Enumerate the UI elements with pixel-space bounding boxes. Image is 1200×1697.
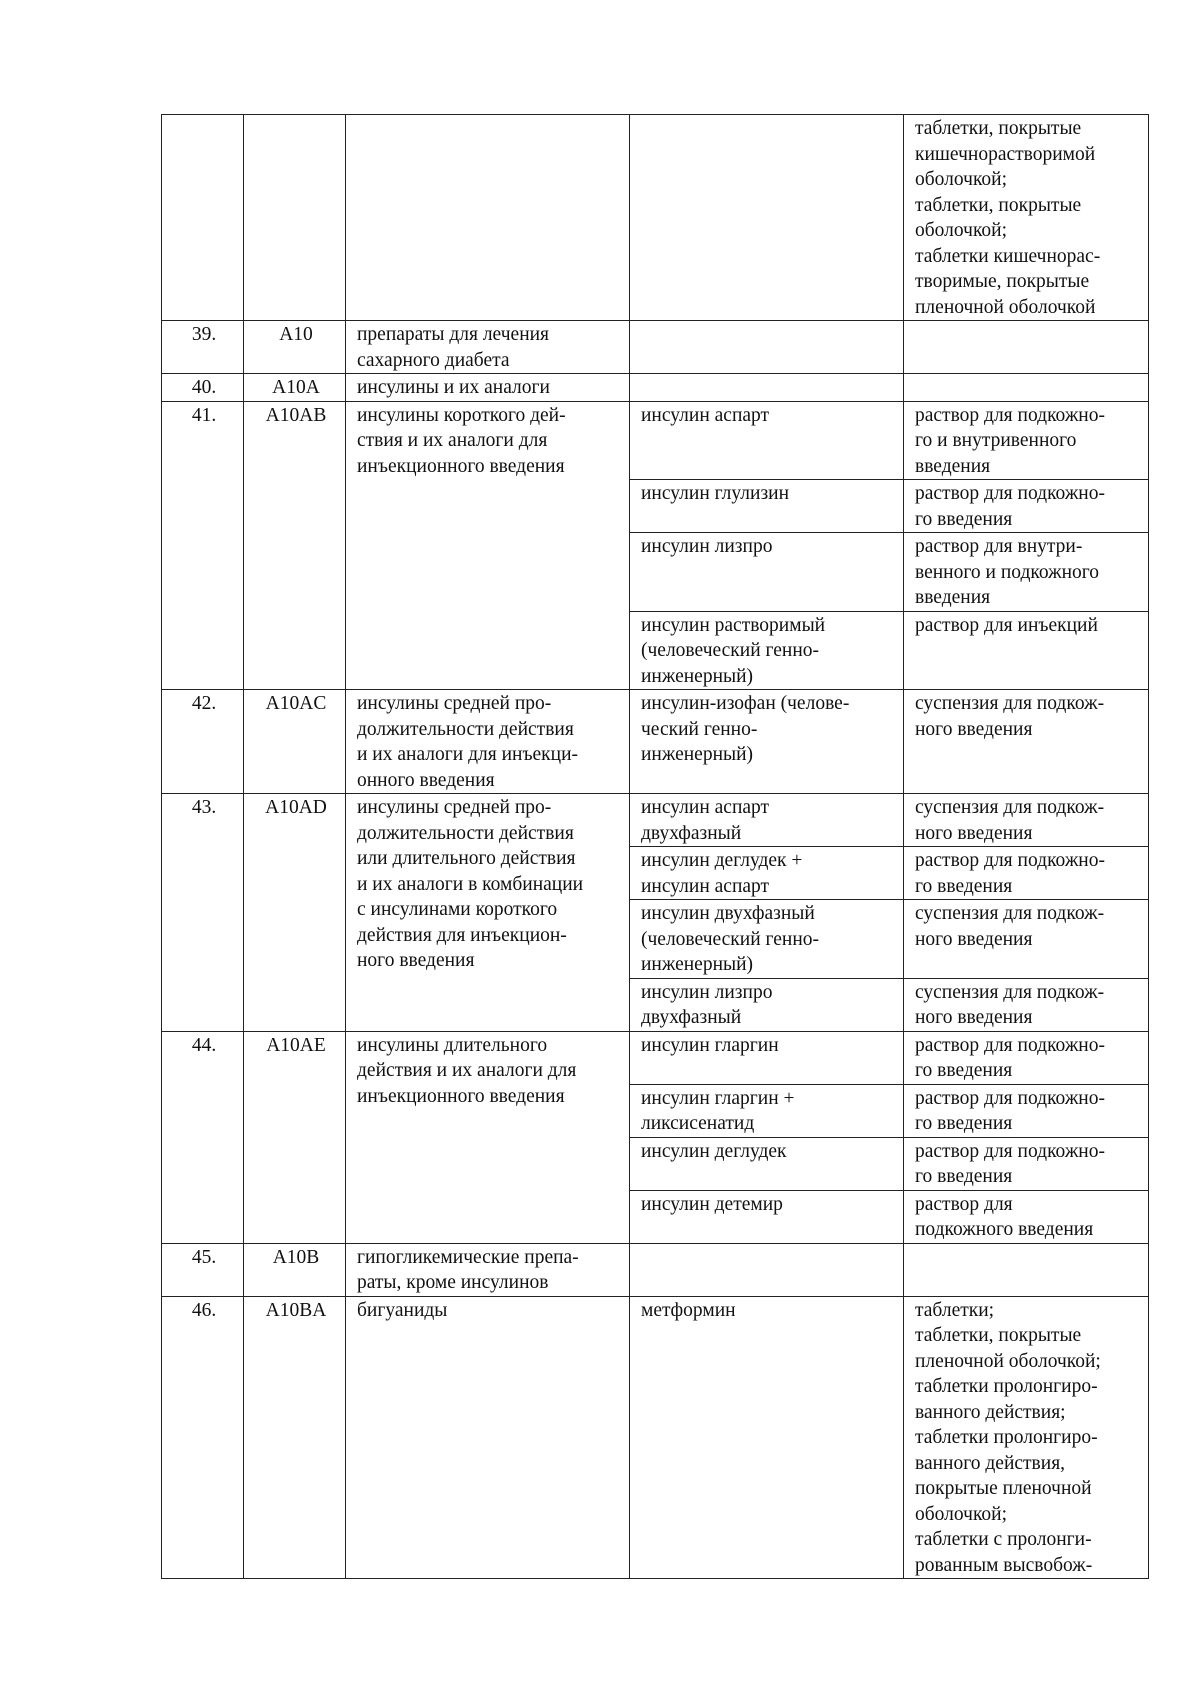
text-line: раствор для [915, 1193, 1013, 1215]
drug-name [630, 401, 904, 480]
row-number: 39. [162, 321, 244, 374]
text-line: ческий генно- [641, 718, 758, 740]
text-line: ного введения [357, 950, 475, 971]
dosage-form [904, 847, 1149, 900]
atc-code: A10B [244, 1243, 346, 1296]
text-line: инсулины короткого дей- [357, 404, 566, 426]
text-line: двухфазный [641, 822, 742, 844]
drug-name [630, 978, 904, 1031]
text-line: ванного действия; [915, 1401, 1066, 1423]
text-line: двухфазный [641, 1007, 742, 1028]
dosage-form [904, 374, 1149, 402]
text-line: действия для инъекцион- [357, 924, 567, 946]
row-number [162, 115, 244, 321]
dosage-form [904, 690, 1149, 794]
atc-code: A10BA [244, 1296, 346, 1579]
dosage-form [904, 794, 1149, 847]
drug-name [630, 1190, 904, 1243]
text-line: таблетки пролонгиро- [915, 1427, 1098, 1448]
dosage-form [904, 1084, 1149, 1137]
row-number: 40. [162, 374, 244, 402]
text-line: таблетки, покрытые [915, 194, 1082, 216]
table-row [162, 690, 1149, 794]
text-line: сахарного диабета [357, 349, 510, 371]
atc-group-name [346, 321, 630, 374]
text-line: инсулины длительного [357, 1034, 548, 1056]
text-line: инсулин деглудек + [641, 850, 803, 871]
row-number: 42. [162, 690, 244, 794]
text-line: раты, кроме инсулинов [357, 1272, 549, 1293]
text-line: таблетки; [915, 1299, 995, 1321]
text-line: бигуаниды [357, 1299, 448, 1321]
atc-group-name [346, 690, 630, 794]
dosage-form [904, 401, 1149, 480]
drug-name [630, 1243, 904, 1296]
row-number: 41. [162, 401, 244, 690]
text-line: (человеческий генно- [641, 640, 820, 661]
text-line: ного введения [915, 822, 1033, 844]
atc-code: A10AD [244, 794, 346, 1032]
text-line: инъекционного введения [357, 455, 565, 477]
atc-code: A10A [244, 374, 346, 402]
drug-name [630, 115, 904, 321]
drug-name [630, 480, 904, 533]
text-line: инсулин гларгин [641, 1034, 779, 1056]
text-line: инсулины средней про- [357, 693, 552, 714]
drug-name [630, 1137, 904, 1190]
dosage-form [904, 480, 1149, 533]
drug-table-body [162, 115, 1149, 1579]
dosage-form [904, 1031, 1149, 1084]
text-line: го введения [915, 875, 1013, 897]
atc-code: A10AE [244, 1031, 346, 1243]
atc-group-name [346, 401, 630, 690]
text-line: инженерный) [641, 954, 754, 975]
atc-group-name [346, 1296, 630, 1579]
drug-name [630, 533, 904, 612]
text-line: инсулин аспарт [641, 875, 770, 897]
text-line: инсулин двухфазный [641, 903, 815, 924]
text-line: должительности действия [357, 822, 574, 844]
dosage-form [904, 115, 1149, 321]
drug-table [161, 114, 1149, 1579]
text-line: ствия и их аналоги для [357, 430, 548, 451]
text-line: введения [915, 587, 991, 608]
text-line: введения [915, 455, 991, 477]
text-line: должительности действия [357, 718, 574, 740]
text-line: инсулин аспарт [641, 797, 770, 818]
text-line: таблетки, покрытые [915, 118, 1082, 139]
table-row [162, 401, 1149, 480]
text-line: препараты для лечения [357, 324, 550, 345]
text-line: пленочной оболочкой [915, 296, 1096, 318]
text-line: ного введения [915, 928, 1033, 950]
drug-name [630, 611, 904, 690]
text-line: раствор для подкожно- [915, 404, 1105, 426]
text-line: раствор для инъекций [915, 614, 1098, 636]
dosage-form [904, 611, 1149, 690]
atc-code [244, 115, 346, 321]
text-line: инженерный) [641, 744, 754, 765]
text-line: оболочкой; [915, 169, 1008, 190]
text-line: действия и их аналоги для [357, 1060, 577, 1081]
dosage-form [904, 1190, 1149, 1243]
dosage-form [904, 1296, 1149, 1579]
atc-group-name [346, 794, 630, 1032]
atc-code: A10AB [244, 401, 346, 690]
text-line: и их аналоги в комбинации [357, 873, 584, 895]
text-line: гипогликемические препа- [357, 1246, 579, 1268]
drug-name [630, 374, 904, 402]
text-line: инсулины и их аналоги [357, 377, 550, 398]
text-line: творимые, покрытые [915, 271, 1090, 292]
table-row [162, 1296, 1149, 1579]
text-line: инсулин гларгин + [641, 1087, 795, 1109]
text-line: подкожного введения [915, 1219, 1094, 1240]
text-line: го и внутривенного [915, 430, 1077, 451]
text-line: инсулин аспарт [641, 404, 770, 426]
drug-name [630, 1296, 904, 1579]
text-line: го введения [915, 1113, 1013, 1134]
drug-name [630, 1084, 904, 1137]
drug-name [630, 690, 904, 794]
text-line: инсулин лизпро [641, 536, 773, 557]
text-line: го введения [915, 1060, 1013, 1081]
text-line: инсулин детемир [641, 1193, 783, 1215]
drug-name [630, 1031, 904, 1084]
text-line: суспензия для подкож- [915, 903, 1105, 924]
text-line: раствор для подкожно- [915, 1087, 1105, 1109]
text-line: раствор для внутри- [915, 536, 1083, 557]
text-line: го введения [915, 508, 1013, 530]
drug-name [630, 847, 904, 900]
table-row [162, 1243, 1149, 1296]
text-line: рованным высвобож- [915, 1554, 1093, 1576]
drug-name [630, 321, 904, 374]
text-line: онного введения [357, 769, 495, 791]
text-line: ванного действия, [915, 1452, 1066, 1474]
text-line: с инсулинами короткого [357, 899, 558, 920]
text-line: инсулины средней про- [357, 797, 552, 818]
table-row [162, 1031, 1149, 1084]
text-line: ного введения [915, 718, 1033, 740]
text-line: инсулин-изофан (челове- [641, 693, 850, 714]
text-line: раствор для подкожно- [915, 1034, 1105, 1056]
row-number: 46. [162, 1296, 244, 1579]
table-row [162, 794, 1149, 847]
atc-code: A10AC [244, 690, 346, 794]
drug-name [630, 900, 904, 979]
text-line: суспензия для подкож- [915, 797, 1105, 818]
atc-code: A10 [244, 321, 346, 374]
row-number: 43. [162, 794, 244, 1032]
row-number: 44. [162, 1031, 244, 1243]
text-line: инсулин лизпро [641, 981, 773, 1003]
text-line: инсулин растворимый [641, 614, 826, 636]
dosage-form [904, 1243, 1149, 1296]
text-line: суспензия для подкож- [915, 693, 1105, 714]
text-line: инсулин глулизин [641, 483, 790, 504]
text-line: раствор для подкожно- [915, 850, 1105, 871]
table-row [162, 115, 1149, 321]
dosage-form [904, 900, 1149, 979]
table-row [162, 321, 1149, 374]
text-line: пленочной оболочкой; [915, 1350, 1101, 1372]
text-line: и их аналоги для инъекци- [357, 744, 579, 765]
text-line: инженерный) [641, 665, 754, 687]
text-line: кишечнорастворимой [915, 143, 1096, 165]
text-line: оболочкой; [915, 1503, 1008, 1525]
drug-name [630, 794, 904, 847]
text-line: раствор для подкожно- [915, 483, 1105, 504]
text-line: раствор для подкожно- [915, 1140, 1105, 1162]
atc-group-name [346, 115, 630, 321]
dosage-form [904, 978, 1149, 1031]
text-line: суспензия для подкож- [915, 981, 1105, 1003]
text-line: инсулин деглудек [641, 1140, 787, 1162]
text-line: го введения [915, 1166, 1013, 1187]
text-line: ликсисенатид [641, 1113, 755, 1134]
atc-group-name [346, 1243, 630, 1296]
text-line: ного введения [915, 1007, 1033, 1028]
table-row [162, 374, 1149, 402]
atc-group-name [346, 374, 630, 402]
text-line: таблетки пролонгиро- [915, 1376, 1098, 1397]
text-line: оболочкой; [915, 220, 1008, 241]
text-line: таблетки кишечнорас- [915, 245, 1101, 267]
row-number: 45. [162, 1243, 244, 1296]
atc-group-name [346, 1031, 630, 1243]
text-line: инъекционного введения [357, 1085, 565, 1107]
text-line: или длительного действия [357, 848, 576, 869]
text-line: покрытые пленочной [915, 1478, 1092, 1499]
text-line: таблетки, покрытые [915, 1325, 1082, 1346]
text-line: венного и подкожного [915, 561, 1100, 583]
text-line: (человеческий генно- [641, 928, 820, 950]
dosage-form [904, 533, 1149, 612]
text-line: метформин [641, 1299, 736, 1321]
text-line: таблетки с пролонги- [915, 1529, 1092, 1550]
dosage-form [904, 321, 1149, 374]
dosage-form [904, 1137, 1149, 1190]
